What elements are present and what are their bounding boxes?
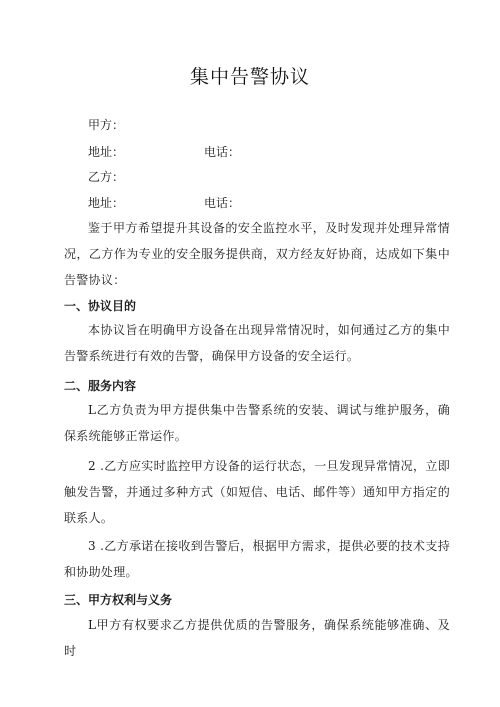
section-paragraph: 3 .乙方承诺在接收到告警后，根据甲方需求，提供必要的技术支持和协助处理。	[64, 539, 450, 579]
section-paragraph: L甲方有权要求乙方提供优质的告警服务，确保系统能够准确、及时	[64, 618, 450, 658]
section-heading-services: 二、服务内容	[64, 379, 137, 393]
section-paragraph: L乙方负责为甲方提供集中告警系统的安装、调试与维护服务，确保系统能够正常运作。	[64, 403, 450, 443]
section-paragraph: 2 .乙方应实时监控甲方设备的运行状态，一旦发现异常情况，立即触发告警，并通过多种方式（如短信、电话、邮件等）通知甲方指定的联系人。	[64, 459, 450, 525]
party-a-address-label: 地址：	[88, 145, 125, 159]
party-a-label: 甲方：	[88, 118, 125, 132]
section-paragraph: 本协议旨在明确甲方设备在出现异常情况时，如何通过乙方的集中告警系统进行有效的告警，确保甲方设备的安全运行。	[64, 323, 450, 363]
party-b-phone-label: 电话：	[204, 196, 241, 210]
section-heading-party-a-rights: 三、甲方权利与义务	[64, 593, 173, 607]
party-b-label: 乙方：	[88, 170, 125, 184]
document-title: 集中告警协议	[189, 66, 310, 88]
party-a-phone-label: 电话：	[204, 145, 241, 159]
intro-paragraph: 鉴于甲方希望提升其设备的安全监控水平，及时发现并处理异常情况，乙方作为专业的安全服务提供商，双方经友好协商，达成如下集中告警协议：	[64, 221, 450, 287]
party-b-address-label: 地址：	[88, 196, 125, 210]
section-heading-purpose: 一、协议目的	[64, 299, 137, 313]
